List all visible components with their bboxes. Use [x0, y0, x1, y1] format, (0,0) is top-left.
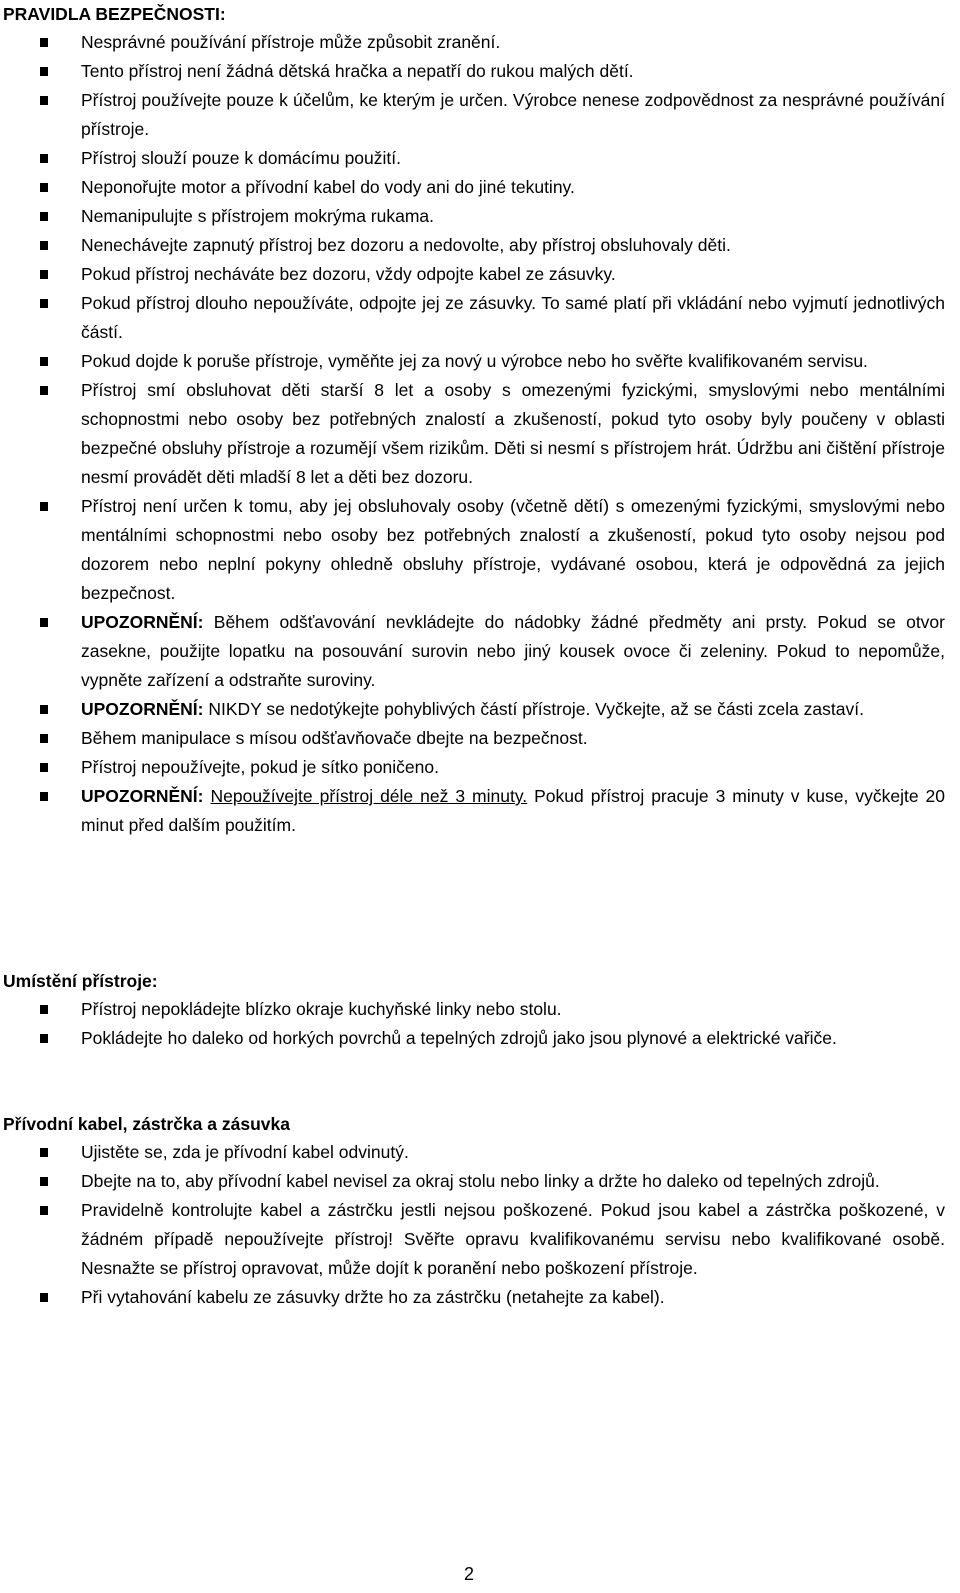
cable-list	[0, 1138, 960, 1312]
warning-label: UPOZORNĚNÍ:	[81, 612, 204, 632]
item-text: Přístroj není určen k tomu, aby jej obsluhovaly osoby (včetně dětí) s omezenými fyzickými, smyslovými nebo mentálními schopnostmi nebo osoby bez potřebných znalostí a zkušeností, pokud tyto osoby nejsou pod dozorem nebo neplní pokyny ohledně obsluhy přístroje, vydávané osobou, která je odpovědná za jejich bezpečnost.	[81, 496, 945, 603]
list-item	[0, 231, 960, 260]
list-item	[0, 57, 960, 86]
item-text-tail: Pokud přístroj pracuje 3 minuty v kuse, vyčkejte 20 minut před dalším použitím.	[81, 786, 945, 835]
bullet-square-icon	[40, 154, 48, 163]
item-text: Nenechávejte zapnutý přístroj bez dozoru a nedovolte, aby přístroj obsluhovaly děti.	[81, 235, 731, 255]
bullet-square-icon	[40, 299, 48, 308]
item-text: Pokud přístroj necháváte bez dozoru, vždy odpojte kabel ze zásuvky.	[81, 264, 616, 284]
list-item	[0, 144, 960, 173]
list-item	[0, 724, 960, 753]
item-text: Přístroj slouží pouze k domácímu použití.	[81, 148, 401, 168]
bullet-square-icon	[40, 38, 48, 47]
cable-section	[0, 1110, 960, 1312]
list-item	[0, 1138, 960, 1167]
warning-label: UPOZORNĚNÍ:	[81, 699, 204, 719]
item-text: Pravidelně kontrolujte kabel a zástrčku jestli nejsou poškozené. Pokud jsou kabel a zástrčka poškozené, v žádném případě nepoužívejte přístroj! Svěřte opravu kvalifikovanému servisu nebo kvalifikované osobě. Nesnažte se přístroj opravovat, může dojít k poranění nebo poškození přístroje.	[81, 1200, 945, 1278]
list-item	[0, 173, 960, 202]
bullet-square-icon	[40, 1206, 48, 1215]
list-item	[0, 492, 960, 608]
list-item	[0, 202, 960, 231]
bullet-square-icon	[40, 763, 48, 772]
item-text: Dbejte na to, aby přívodní kabel nevisel za okraj stolu nebo linky a držte ho daleko od tepelných zdrojů.	[81, 1171, 880, 1191]
placement-list	[0, 995, 960, 1053]
page-number: 2	[464, 1564, 475, 1584]
bullet-square-icon	[40, 734, 48, 743]
item-text: Ujistěte se, zda je přívodní kabel odvinutý.	[81, 1142, 409, 1162]
list-item	[0, 347, 960, 376]
list-item	[0, 376, 960, 492]
safety-list	[0, 28, 960, 840]
placement-heading: Umístění přístroje:	[3, 971, 158, 991]
bullet-square-icon	[40, 1293, 48, 1302]
item-text: Pokládejte ho daleko od horkých povrchů a tepelných zdrojů jako jsou plynové a elektrické vařiče.	[81, 1028, 837, 1048]
item-text: Přístroj nepoužívejte, pokud je sítko poničeno.	[81, 757, 439, 777]
item-text: Nemanipulujte s přístrojem mokrýma rukama.	[81, 206, 435, 226]
bullet-square-icon	[40, 386, 48, 395]
list-item	[0, 1196, 960, 1283]
list-item	[0, 260, 960, 289]
placement-section	[0, 967, 960, 1053]
item-text: Během manipulace s mísou odšťavňovače dbejte na bezpečnost.	[81, 728, 588, 748]
item-text: Neponořujte motor a přívodní kabel do vody ani do jiné tekutiny.	[81, 177, 575, 197]
bullet-square-icon	[40, 212, 48, 221]
bullet-square-icon	[40, 705, 48, 714]
item-text: Přístroj nepokládejte blízko okraje kuchyňské linky nebo stolu.	[81, 999, 562, 1019]
bullet-square-icon	[40, 502, 48, 511]
list-item	[0, 995, 960, 1024]
list-item	[0, 1167, 960, 1196]
bullet-square-icon	[40, 1034, 48, 1043]
list-item	[0, 1283, 960, 1312]
item-text: Přístroj používejte pouze k účelům, ke kterým je určen. Výrobce nenese zodpovědnost za nesprávné používání přístroje.	[81, 90, 945, 139]
bullet-square-icon	[40, 357, 48, 366]
bullet-square-icon	[40, 1005, 48, 1014]
warning-label: UPOZORNĚNÍ:	[81, 786, 204, 806]
bullet-square-icon	[40, 1177, 48, 1186]
item-text: Pokud přístroj dlouho nepoužíváte, odpojte jej ze zásuvky. To samé platí při vkládání nebo vyjmutí jednotlivých částí.	[81, 293, 945, 342]
bullet-square-icon	[40, 618, 48, 627]
item-text: Pokud dojde k poruše přístroje, vyměňte jej za nový u výrobce nebo ho svěřte kvalifikovaném servisu.	[81, 351, 868, 371]
bullet-square-icon	[40, 792, 48, 801]
list-item	[0, 695, 960, 724]
item-text: Během odšťavování nevkládejte do nádobky žádné předměty ani prsty. Pokud se otvor zasekne, použijte lopatku na posouvání surovin nebo jiný kousek ovoce či zeleniny. Pokud to nepomůže, vypněte zařízení a odstraňte suroviny.	[81, 612, 945, 690]
list-item	[0, 608, 960, 695]
item-text: Tento přístroj není žádná dětská hračka a nepatří do rukou malých dětí.	[81, 61, 634, 81]
bullet-square-icon	[40, 183, 48, 192]
bullet-square-icon	[40, 96, 48, 105]
bullet-square-icon	[40, 270, 48, 279]
item-text: Nesprávné používání přístroje může způsobit zranění.	[81, 32, 501, 52]
item-text: Při vytahování kabelu ze zásuvky držte ho za zástrčku (netahejte za kabel).	[81, 1287, 665, 1307]
list-item	[0, 28, 960, 57]
bullet-square-icon	[40, 241, 48, 250]
list-item	[0, 86, 960, 144]
cable-heading: Přívodní kabel, zástrčka a zásuvka	[3, 1114, 290, 1134]
bullet-square-icon	[40, 67, 48, 76]
list-item	[0, 782, 960, 840]
bullet-square-icon	[40, 1148, 48, 1157]
item-text: Přístroj smí obsluhovat děti starší 8 let a osoby s omezenými fyzickými, smyslovými nebo mentálními schopnostmi nebo osoby bez potřebných znalostí a zkušeností, pokud tyto osoby byly poučeny v oblasti bezpečné obsluhy přístroje a rozumějí všem rizikům. Děti si nesmí s přístrojem hrát. Údržbu ani čištění přístroje nesmí provádět děti mladší 8 let a děti bez dozoru.	[81, 380, 945, 487]
item-text: NIKDY se nedotýkejte pohyblivých částí přístroje. Vyčkejte, až se části zcela zastaví.	[203, 699, 864, 719]
list-item	[0, 289, 960, 347]
list-item	[0, 753, 960, 782]
list-item	[0, 1024, 960, 1053]
underlined-text: Nepoužívejte přístroj déle než 3 minuty.	[210, 786, 528, 806]
safety-heading: PRAVIDLA BEZPEČNOSTI:	[3, 4, 226, 24]
